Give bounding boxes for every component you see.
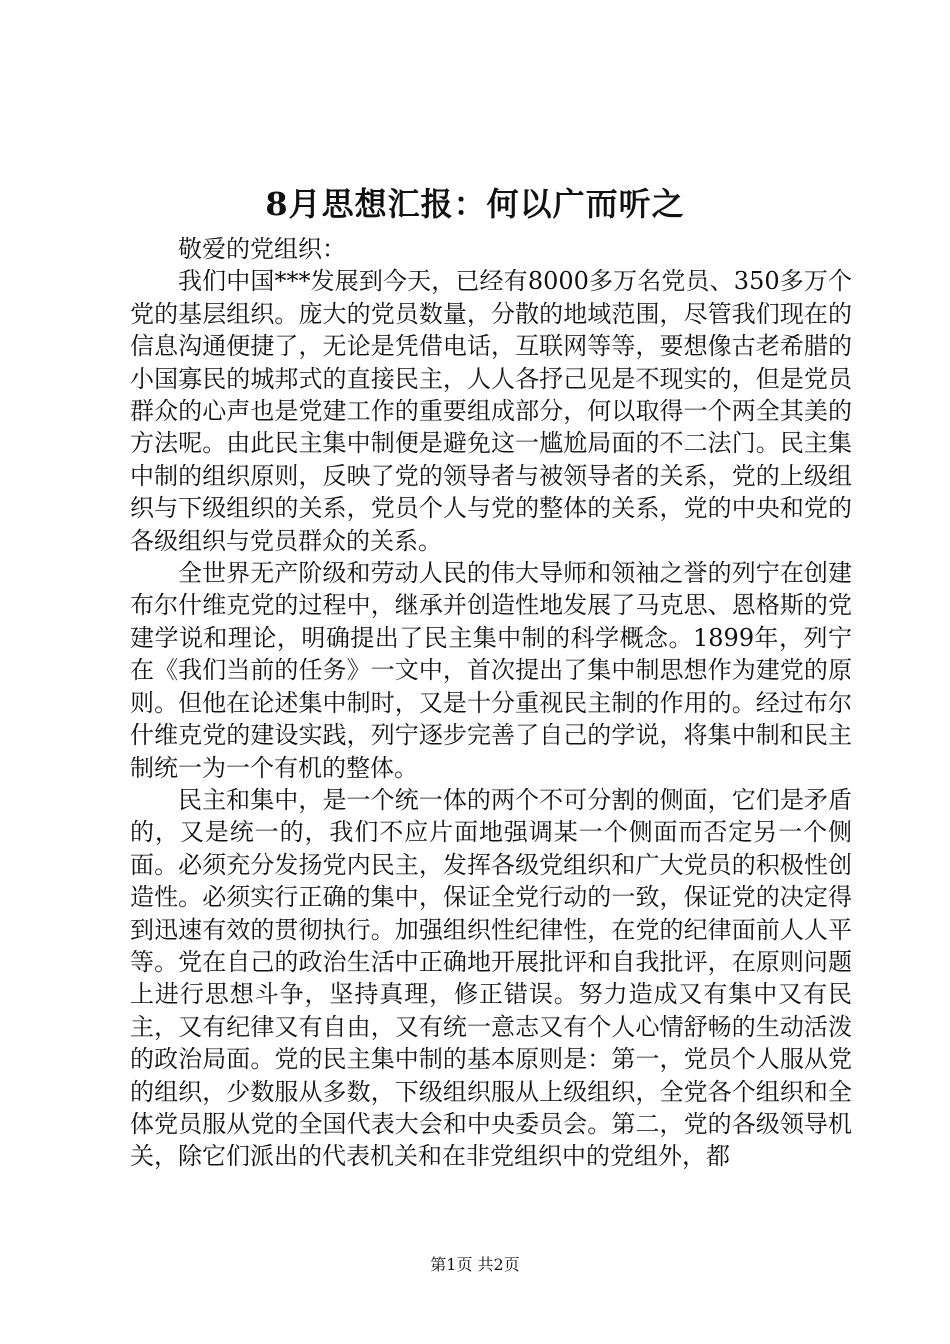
paragraph-3: 民主和集中，是一个统一体的两个不可分割的侧面，它们是矛盾的，又是统一的，我们不应片面地强调某一个侧面而否定另一个侧面。必须充分发扬党内民主，发挥各级党组织和广大党员的积极性创造性。必须实行正确的集中，保证全党行动的一致，保证党的决定得到迅速有效的贯彻执行。加强组织性纪律性，在党的纪律面前人人平等。党在自己的政治生活中正确地开展批评和自我批评，在原则问题上进行思想斗争，坚持真理，修正错误。努力造成又有集中又有民主，又有纪律又有自由，又有统一意志又有个人心情舒畅的生动活泼的政治局面。党的民主集中制的基本原则是：第一，党员个人服从党的组织，少数服从多数，下级组织服从上级组织，全党各个组织和全体党员服从党的全国代表大会和中央委员会。第二，党的各级领导机关，除它们派出的代表机关和在非党组织中的党组外，都 — [130, 785, 852, 1171]
document-body — [130, 233, 852, 1173]
paragraph-2: 全世界无产阶级和劳动人民的伟大导师和领袖之誉的列宁在创建布尔什维克党的过程中，继承并创造性地发展了马克思、恩格斯的党建学说和理论，明确提出了民主集中制的科学概念。1899年，列宁在《我们当前的任务》一文中，首次提出了集中制思想作为建党的原则。但他在论述集中制时，又是十分重视民主制的作用的。经过布尔什维克党的建设实践，列宁逐步完善了自己的学说，将集中制和民主制统一为一个有机的整体。 — [130, 559, 852, 782]
document-title: 8月思想汇报：何以广而听之 — [265, 185, 685, 223]
paragraph-1: 我们中国***发展到今天，已经有8000多万名党员、350多万个党的基层组织。庞大的党员数量，分散的地域范围，尽管我们现在的信息沟通便捷了，无论是凭借电话，互联网等等，要想像古老希腊的小国寡民的城邦式的直接民主，人人各抒己见是不现实的，但是党员群众的心声也是党建工作的重要组成部分，何以取得一个两全其美的方法呢。由此民主集中制便是避免这一尴尬局面的不二法门。民主集中制的组织原则，反映了党的领导者与被领导者的关系，党的上级组织与下级组织的关系，党员个人与党的整体的关系，党的中央和党的各级组织与党员群众的关系。 — [130, 267, 852, 555]
salutation: 敬爱的党组织： — [178, 235, 346, 263]
page-footer: 第1页 共2页 — [430, 1255, 520, 1274]
